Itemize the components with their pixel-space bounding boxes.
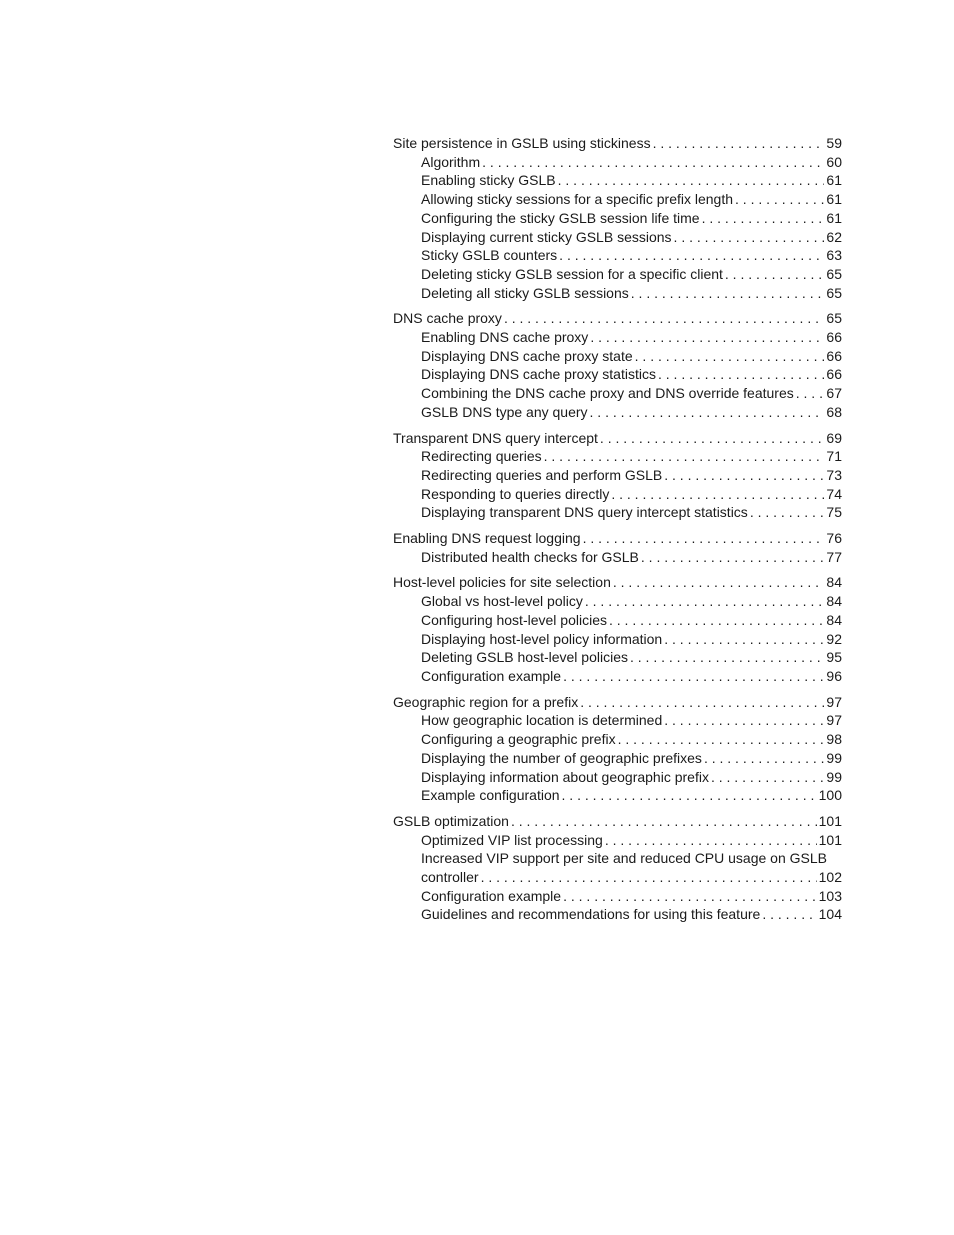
toc-page-number: 84 xyxy=(826,611,842,628)
toc-page-number: 68 xyxy=(826,403,842,420)
toc-entry-title: Transparent DNS query intercept xyxy=(393,429,598,446)
toc-page-number: 92 xyxy=(826,630,842,647)
toc-section xyxy=(393,529,842,566)
toc-page-number: 62 xyxy=(826,228,842,245)
toc-entry[interactable] xyxy=(393,693,842,712)
toc-subentry[interactable] xyxy=(393,548,842,567)
toc-page-number: 65 xyxy=(826,265,842,282)
toc-subentry[interactable] xyxy=(393,749,842,768)
toc-subentry[interactable] xyxy=(393,466,842,485)
toc-page-number: 103 xyxy=(818,887,842,904)
toc-page-number: 63 xyxy=(826,247,842,264)
dot-leader xyxy=(590,403,825,422)
toc-entry-title: Global vs host-level policy xyxy=(421,593,583,610)
toc-page-number: 96 xyxy=(826,667,842,684)
dot-leader xyxy=(664,466,824,485)
toc-page-number: 59 xyxy=(826,135,842,151)
toc-subentry[interactable] xyxy=(393,403,842,422)
toc-entry-title: Distributed health checks for GSLB xyxy=(421,548,639,565)
dot-leader xyxy=(796,384,825,403)
toc-entry[interactable] xyxy=(393,812,842,831)
dot-leader xyxy=(635,347,825,366)
toc-entry-title: DNS cache proxy xyxy=(393,310,502,327)
toc-section xyxy=(393,693,842,805)
toc-subentry[interactable] xyxy=(393,485,842,504)
toc-page-number: 60 xyxy=(826,153,842,170)
dot-leader xyxy=(725,265,825,284)
toc-entry-title: Responding to queries directly xyxy=(421,485,610,502)
toc-entry-title: Redirecting queries and perform GSLB xyxy=(421,466,663,483)
toc-page-number: 97 xyxy=(826,693,842,710)
toc-page-number: 67 xyxy=(826,385,842,402)
toc-entry[interactable] xyxy=(393,429,842,448)
dot-leader xyxy=(482,153,824,172)
toc-subentry-title-line[interactable]: Increased VIP support per site and reduced CPU usage on GSLB xyxy=(421,850,827,867)
dot-leader xyxy=(704,749,824,768)
toc-subentry[interactable] xyxy=(393,868,842,887)
toc-subentry[interactable] xyxy=(393,630,842,649)
toc-page-number: 84 xyxy=(826,574,842,591)
toc-subentry[interactable] xyxy=(393,328,842,347)
dot-leader xyxy=(674,228,825,247)
toc-subentry[interactable] xyxy=(393,667,842,686)
toc-page-number: 99 xyxy=(826,749,842,766)
toc-page-number: 101 xyxy=(818,812,842,829)
dot-leader xyxy=(605,831,817,850)
dot-leader xyxy=(562,786,817,805)
toc-page-number: 65 xyxy=(826,310,842,327)
toc-entry-title: controller xyxy=(421,869,479,886)
toc-page-number: 99 xyxy=(826,768,842,785)
toc-page-number: 66 xyxy=(826,329,842,346)
toc-subentry[interactable] xyxy=(393,228,842,247)
dot-leader xyxy=(504,309,824,328)
dot-leader xyxy=(611,485,824,504)
dot-leader xyxy=(630,648,824,667)
dot-leader xyxy=(580,693,824,712)
toc-entry-title: Host-level policies for site selection xyxy=(393,574,611,591)
toc-entry-title: Algorithm xyxy=(421,153,481,170)
toc-subentry[interactable] xyxy=(393,768,842,787)
dot-leader xyxy=(762,905,816,924)
toc-page-number: 61 xyxy=(826,172,842,189)
toc-entry-title: Optimized VIP list processing xyxy=(421,831,603,848)
toc-page-number: 74 xyxy=(826,485,842,502)
dot-leader xyxy=(585,592,825,611)
toc-entry-title: Site persistence in GSLB using stickiness xyxy=(393,135,651,151)
toc-entry-title: Deleting GSLB host-level policies xyxy=(421,649,628,666)
toc-entry-title: Displaying transparent DNS query intercept statistics xyxy=(421,504,748,521)
toc-entry-title: Sticky GSLB counters xyxy=(421,247,558,264)
toc-entry-title: GSLB optimization xyxy=(393,812,509,829)
dot-leader xyxy=(600,429,825,448)
toc-entry-title: Displaying DNS cache proxy state xyxy=(421,347,633,364)
toc-entry-title: Enabling DNS cache proxy xyxy=(421,329,589,346)
toc-subentry[interactable] xyxy=(393,592,842,611)
toc-entry[interactable] xyxy=(393,309,842,328)
toc-page-number: 66 xyxy=(826,347,842,364)
toc-entry-title: Configuring a geographic prefix xyxy=(421,731,616,748)
toc-entry-title: Configuration example xyxy=(421,887,562,904)
toc-page-number: 100 xyxy=(818,787,842,804)
toc-subentry[interactable] xyxy=(393,611,842,630)
dot-leader xyxy=(558,171,825,190)
dot-leader xyxy=(658,365,824,384)
toc-entry-title: Displaying current sticky GSLB sessions xyxy=(421,228,672,245)
toc-subentry[interactable] xyxy=(393,153,842,172)
toc-entry-title: Deleting all sticky GSLB sessions xyxy=(421,284,629,301)
toc-subentry[interactable] xyxy=(393,447,842,466)
toc-subentry[interactable] xyxy=(393,209,842,228)
dot-leader xyxy=(544,447,825,466)
toc-section xyxy=(393,429,842,523)
toc-entry[interactable] xyxy=(393,573,842,592)
toc-section xyxy=(393,134,842,302)
toc-page-number: 61 xyxy=(826,209,842,226)
dot-leader xyxy=(609,611,824,630)
toc-entry-title: Configuration example xyxy=(421,667,562,684)
dot-leader xyxy=(735,190,824,209)
toc-entry-title: Guidelines and recommendations for using this feature xyxy=(421,906,761,923)
dot-leader xyxy=(559,246,824,265)
toc-page-number: 65 xyxy=(826,284,842,301)
dot-leader xyxy=(664,630,824,649)
toc-subentry[interactable] xyxy=(393,347,842,366)
dot-leader xyxy=(563,887,817,906)
toc-page-number: 77 xyxy=(826,548,842,565)
toc-entry[interactable] xyxy=(393,134,842,153)
toc-entry-title: Allowing sticky sessions for a specific prefix length xyxy=(421,191,734,208)
toc-subentry[interactable] xyxy=(393,786,842,805)
toc-entry[interactable] xyxy=(393,529,842,548)
toc-subentry[interactable] xyxy=(393,905,842,924)
dot-leader xyxy=(563,667,824,686)
toc-page-number: 102 xyxy=(818,869,842,886)
toc-section xyxy=(393,812,842,924)
dot-leader xyxy=(583,529,825,548)
toc-section xyxy=(393,573,842,685)
toc-subentry[interactable] xyxy=(393,887,842,906)
toc-entry-title: Enabling DNS request logging xyxy=(393,530,581,547)
toc-subentry[interactable] xyxy=(393,711,842,730)
toc-subentry[interactable] xyxy=(393,171,842,190)
dot-leader xyxy=(618,730,825,749)
toc-subentry[interactable] xyxy=(393,365,842,384)
toc-entry-title: Deleting sticky GSLB session for a specific client xyxy=(421,265,723,282)
toc-entry-title: Displaying the number of geographic prefixes xyxy=(421,749,702,766)
dot-leader xyxy=(702,209,825,228)
toc-subentry[interactable] xyxy=(393,831,842,850)
toc-entry-title: Combining the DNS cache proxy and DNS override features xyxy=(421,385,794,402)
dot-leader xyxy=(511,812,817,831)
toc-page-number: 73 xyxy=(826,466,842,483)
toc-page-number: 69 xyxy=(826,429,842,446)
toc-page-number: 71 xyxy=(826,448,842,465)
toc-page-number: 76 xyxy=(826,530,842,547)
toc-subentry[interactable] xyxy=(393,648,842,667)
toc-entry-title: Redirecting queries xyxy=(421,448,542,465)
dot-leader xyxy=(653,134,825,153)
toc-entry-title: GSLB DNS type any query xyxy=(421,403,588,420)
toc-entry-title: Configuring host-level policies xyxy=(421,611,607,628)
toc-page-number: 95 xyxy=(826,649,842,666)
toc-page-number: 61 xyxy=(826,191,842,208)
toc-subentry[interactable] xyxy=(393,246,842,265)
toc-entry-title: Example configuration xyxy=(421,787,560,804)
toc-entry-title: Displaying information about geographic prefix xyxy=(421,768,709,785)
toc-section xyxy=(393,309,842,421)
toc-subentry[interactable] xyxy=(393,503,842,522)
toc-entry-title: Enabling sticky GSLB xyxy=(421,172,556,189)
dot-leader xyxy=(590,328,824,347)
toc-page-number: 97 xyxy=(826,712,842,729)
dot-leader xyxy=(481,868,817,887)
dot-leader xyxy=(631,284,825,303)
toc-entry-title: How geographic location is determined xyxy=(421,712,663,729)
toc-subentry[interactable] xyxy=(393,384,842,403)
toc-entry-title: Displaying host-level policy information xyxy=(421,630,663,647)
toc-page-number: 66 xyxy=(826,366,842,383)
toc-subentry[interactable] xyxy=(393,730,842,749)
toc-entry-title: Configuring the sticky GSLB session life time xyxy=(421,209,700,226)
toc-entry-title: Geographic region for a prefix xyxy=(393,693,579,710)
toc-subentry[interactable] xyxy=(393,190,842,209)
toc-subentry[interactable] xyxy=(393,265,842,284)
table-of-contents xyxy=(393,134,842,931)
toc-page-number: 98 xyxy=(826,731,842,748)
toc-subentry[interactable] xyxy=(393,284,842,303)
dot-leader xyxy=(750,503,825,522)
toc-page-number: 75 xyxy=(826,504,842,521)
toc-page-number: 104 xyxy=(818,906,842,923)
toc-entry-title: Displaying DNS cache proxy statistics xyxy=(421,366,656,383)
toc-page-number: 101 xyxy=(818,831,842,848)
dot-leader xyxy=(664,711,824,730)
dot-leader xyxy=(641,548,825,567)
toc-page-number: 84 xyxy=(826,593,842,610)
dot-leader xyxy=(613,573,825,592)
dot-leader xyxy=(711,768,824,787)
